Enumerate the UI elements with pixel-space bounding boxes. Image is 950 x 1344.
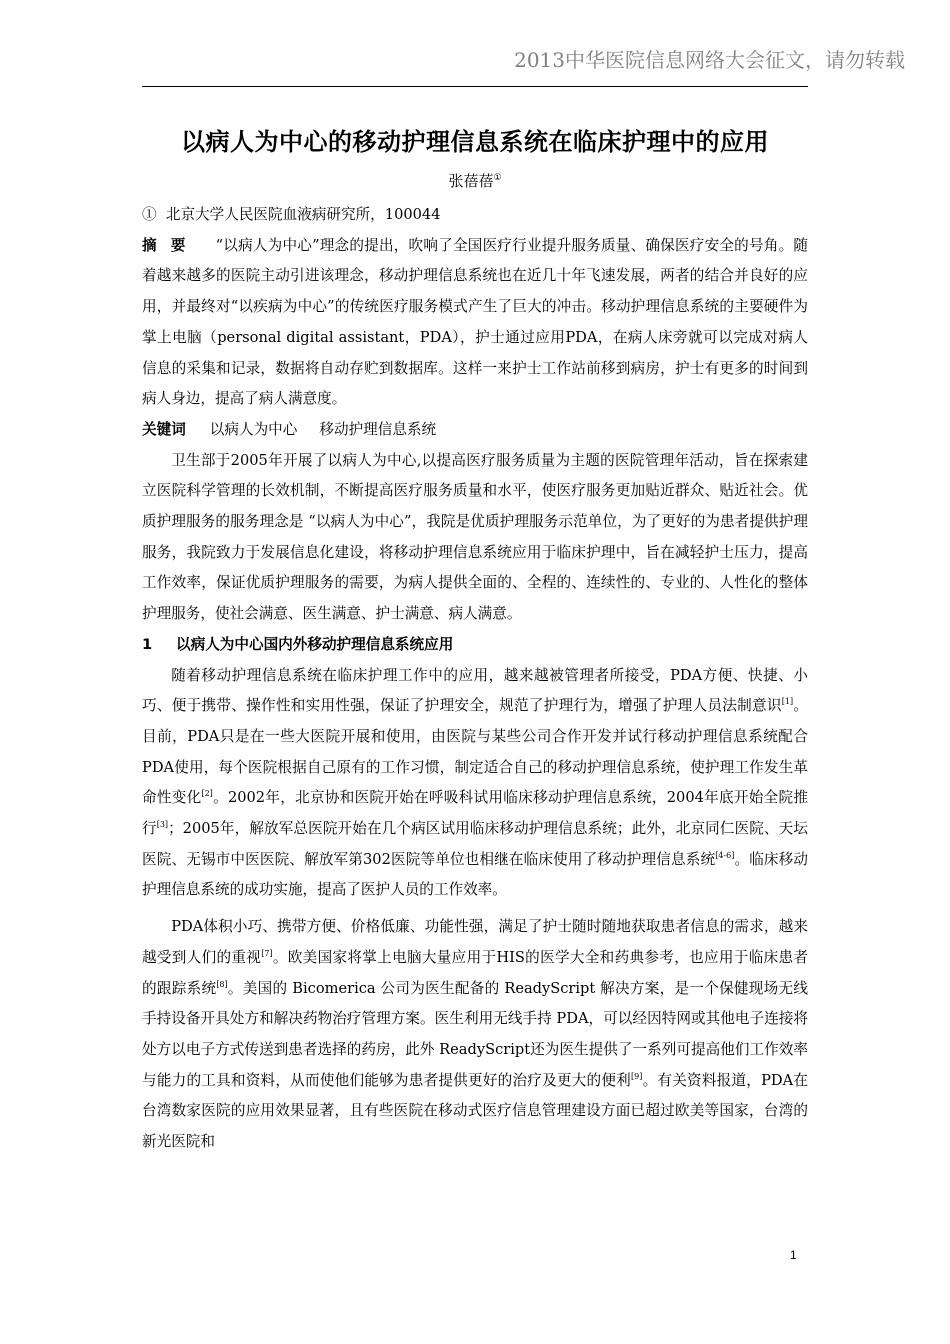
body-paragraph xyxy=(142,912,808,1158)
page-number: 1 xyxy=(790,1248,797,1262)
abstract xyxy=(142,231,808,415)
section-number: 1 xyxy=(142,635,153,653)
section-title: 以病人为中心国内外移动护理信息系统应用 xyxy=(176,635,454,653)
citation-ref: [7] xyxy=(261,949,273,959)
paper-body xyxy=(142,200,808,1158)
citation-ref: [3] xyxy=(156,820,169,830)
citation-ref: [4-6] xyxy=(715,850,735,860)
header-rule xyxy=(142,86,808,87)
section-heading xyxy=(142,630,808,661)
paper-title: 以病人为中心的移动护理信息系统在临床护理中的应用 xyxy=(181,128,769,156)
paragraph-text: 。目前，PDA只是在一些大医院开展和使用，由医院与某些公司合作开发并试行移动护理信息系统配合PDA使用，每个医院根据自己原有的工作习惯，制定适合自己的移动护理信息系统，使护理工作发生革命性变化 xyxy=(142,697,808,807)
intro-paragraph: 卫生部于2005年开展了以病人为中心,以提高医疗服务质量为主题的医院管理年活动，旨在探索建立医院科学管理的长效机制，不断提高医疗服务质量和水平，使医疗服务更加贴近群众、贴近社会。优质护理服务的服务理念是 “以病人为中心”，我院是优质护理服务示范单位，为了更好的为患者提供护理服务，我院致力于发展信息化建设，将移动护理信息系统应用于临床护理中，旨在减轻护士压力，提高工作效率，保证优质护理服务的需要，为病人提供全面的、全程的、连续性的、专业的、人性化的整体护理服务，使社会满意、医生满意、护士满意、病人满意。 xyxy=(142,451,808,623)
paragraph-text: 。2002年，北京协和医院开始在呼吸科试用临床移动护理信息系统，2004年底开始全院推行 xyxy=(142,789,808,838)
paragraph-text: 。临床移动护理信息系统的成功实施，提高了医护人员的工作效率。 xyxy=(142,850,808,899)
citation-ref: [9] xyxy=(631,1071,643,1081)
keywords-label: 关键词 xyxy=(142,420,186,438)
body-paragraph xyxy=(142,661,808,907)
author-line xyxy=(142,170,808,191)
header-note: 2013中华医院信息网络大会征文，请勿转载 xyxy=(514,48,905,72)
affiliation: ① 北京大学人民医院血液病研究所，100044 xyxy=(142,206,441,223)
paragraph-text: 。欧美国家将掌上电脑大量应用于HIS的医学大全和药典参考，也应用于临床患者的跟踪系统 xyxy=(142,948,808,997)
citation-ref: [2] xyxy=(201,789,213,799)
paragraph-text: PDA体积小巧、携带方便、价格低廉、功能性强，满足了护士随时随地获取患者信息的需求，越来越受到人们的重视 xyxy=(142,918,808,966)
author-name: 张蓓蓓 xyxy=(448,172,494,190)
author-mark: ① xyxy=(493,173,502,183)
paragraph-text: ；2005年，解放军总医院开始在几个病区试用临床移动护理信息系统；此外，北京同仁医院、天坛医院、无锡市中医医院、解放军第302医院等单位也相继在临床使用了移动护理信息系统 xyxy=(142,820,808,868)
abstract-label: 摘要 xyxy=(142,236,200,254)
paragraph-text: 。美国的 Bicomerica 公司为医生配备的 ReadyScript 解决方案，是一个保健现场无线手持设备开具处方和解决药物治疗管理方案。医生利用无线手持 PDA，可以经因特网或其他电子连接将处方以电子方式传送到患者选择的药房，此外 ReadyScript还为医生提供了一系列可提高他们工作效率与能力的工具和资料，从而使他们能够为患者提供更好的治疗及更大的便利 xyxy=(142,979,808,1089)
keywords xyxy=(142,415,808,446)
paragraph-text: 随着移动护理信息系统在临床护理工作中的应用，越来越被管理者所接受，PDA方便、快捷、小巧、便于携带、操作性和实用性强，保证了护理安全，规范了护理行为，增强了护理人员法制意识 xyxy=(142,666,808,715)
citation-ref: [8] xyxy=(216,979,228,989)
keyword-item: 移动护理信息系统 xyxy=(319,420,437,438)
citation-ref: [1] xyxy=(781,697,794,707)
keyword-item: 以病人为中心 xyxy=(209,420,298,438)
paragraph-text: 。有关资料报道，PDA在台湾数家医院的应用效果显著，且有些医院在移动式医疗信息管理建设方面已超过欧美等国家，台湾的新光医院和 xyxy=(142,1071,808,1151)
abstract-text: “以病人为中心”理念的提出，吹响了全国医疗行业提升服务质量、确保医疗安全的号角。随着越来越多的医院主动引进该理念，移动护理信息系统也在近几十年飞速发展，两者的结合并良好的应用，并最终对“以疾病为中心”的传统医疗服务模式产生了巨大的冲击。移动护理信息系统的主要硬件为掌上电脑（personal digital assistant，PDA），护士通过应用PDA，在病人床旁就可以完成对病人信息的采集和记录，数据将自动存贮到数据库。这样一来护士工作站前移到病房，护士有更多的时间到病人身边，提高了病人满意度。 xyxy=(142,236,808,408)
